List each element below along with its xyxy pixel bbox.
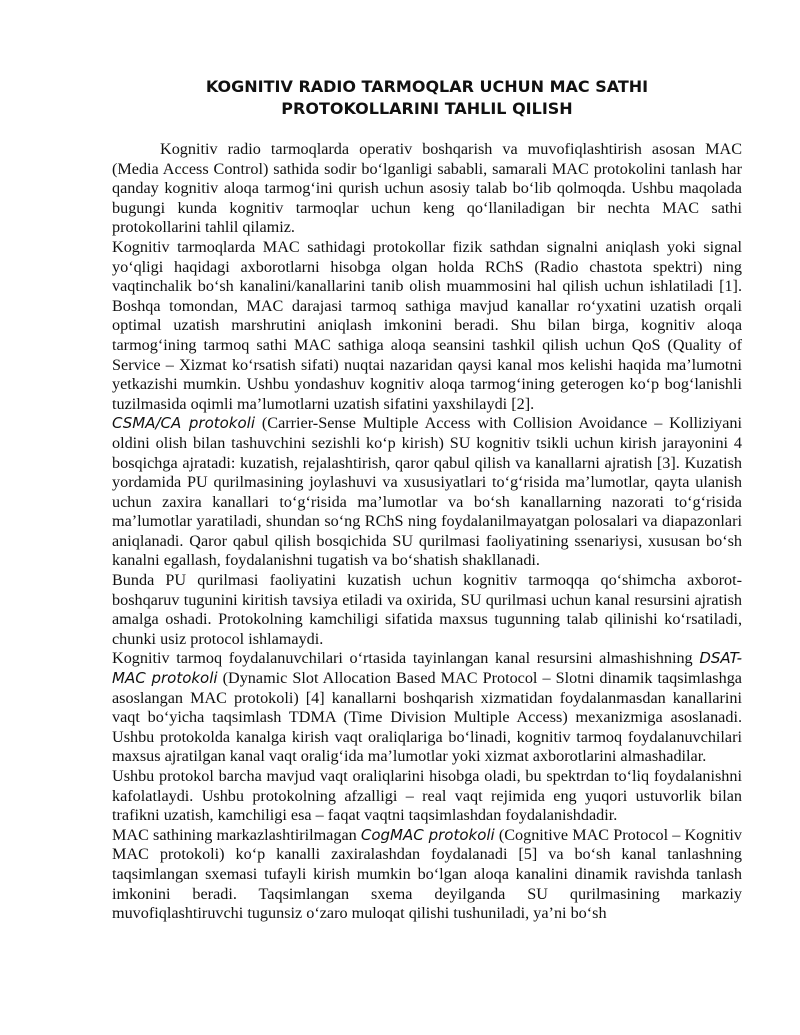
paragraph-csma-ca-text: (Carrier-Sense Multiple Access with Collision Avoidance – Kolliziyani oldini olish bilan tashuvchini sezishli ko‘p kirish) SU kognitiv tsikli uchun kirish jarayonini 4 bosqichga ajratadi: kuzatish, rejalashtirish, qaror qabul qilish va kanallarni ajratish [3]. Kuzatish yordamida PU qurilmasining joylashuvi va xususiyatlari to‘g‘risida ma’lumotlar, qayta ulanish uchun zaxira kanallari to‘g‘risida ma’lumotlar va bo‘sh kanallarning nazorati to‘g‘risida ma’lumotlar yaratiladi, shundan so‘ng RChS ning foydalanilmayatgan polosalari va diapazonlari aniqlanadi. Qaror qabul qilish bosqichida SU qurilmasi faoliyatining ssenariysi, xususan bo‘sh kanalni egallash, foydalanishni tugatish va bo‘shatish shakllanadi. bbox=[112, 414, 743, 570]
document-page bbox=[112, 76, 742, 924]
paragraph-intro: Kognitiv radio tarmoqlarda operativ boshqarish va muvofiqlashtirish asosan MAC (Media Access Control) sathida sodir bo‘lganligi sababli, samarali MAC protokolini tanlash har qanday kognitiv aloqa tarmog‘ini qurish uchun asosiy talab bo‘lib qolmoqda. Ushbu maqolada bugungi kunda kognitiv tarmoqlar uchun keng qo‘llaniladigan bir nechta MAC sathi protokollarini tahlil qilamiz. bbox=[112, 140, 742, 237]
term-csma-ca: CSMA/CA protokoli bbox=[112, 414, 256, 433]
paragraph-dsat-mac-assessment: Ushbu protokol barcha mavjud vaqt oraliqlarini hisobga oladi, bu spektrdan to‘liq foydalanishni kafolatlaydi. Ushbu protokolning afzalligi – real vaqt rejimida eng yuqori ustuvorlik bilan trafikni uzatish, kamchiligi esa – faqat vaqtni taqsimlashdan foydalanishdadir. bbox=[112, 767, 742, 825]
title-line-1: KOGNITIV RADIO TARMOQLAR UCHUN MAC SATHI bbox=[205, 77, 649, 96]
paragraph-cogmac-lead: MAC sathining markazlashtirilmagan bbox=[112, 825, 361, 844]
title-line-2: PROTOKOLLARINI TAHLIL QILISH bbox=[281, 99, 573, 118]
paragraph-dsat-mac bbox=[112, 649, 742, 767]
term-dsat-mac: DSAT-MAC protokoli bbox=[112, 649, 742, 688]
term-cogmac: CogMAC protokoli bbox=[360, 825, 495, 844]
paragraph-csma-ca bbox=[112, 414, 742, 571]
paragraph-dsat-mac-lead: Kognitiv tarmoq foydalanuvchilari o‘rtasida tayinlangan kanal resursini almashishning bbox=[112, 649, 700, 668]
paragraph-dsat-mac-text: (Dynamic Slot Allocation Based MAC Protocol – Slotni dinamik taqsimlashga asoslangan MAC protokoli) [4] kanallarni boshqarish xizmatidan foydalanmasdan kanallarini vaqt bo‘yicha taqsimlash TDMA (Time Division Multiple Access) mexanizmiga asoslanadi. Ushbu protokolda kanalga kirish vaqt oraliqlariga bo‘linadi, kognitiv tarmoq foydalanuvchilari maxsus ajratilgan kanal vaqt oralig‘ida ma’lumotlar yoki xizmat axborotlarini almashadilar. bbox=[112, 669, 742, 766]
paragraph-mac-layer: Kognitiv tarmoqlarda MAC sathidagi protokollar fizik sathdan signalni aniqlash yoki signal yo‘qligi haqidagi axborotlarni hisobga olgan holda RChS (Radio chastota spektri) ning vaqtinchalik bo‘sh kanalini/kanallarini tanib olish muammosini hal qilish uchun ishlatiladi [1]. Boshqa tomondan, MAC darajasi tarmoq sathiga mavjud kanallar ro‘yxatini uzatish orqali optimal uzatish marshrutini aniqlash imkonini beradi. Shu bilan birga, kognitiv aloqa tarmog‘ining tarmoq sathi MAC sathiga aloqa seansini tashkil qilish uchun QoS (Quality of Service – Xizmat ko‘rsatish sifati) nuqtai nazaridan qaysi kanal mos kelishi haqida ma’lumotni yetkazishi mumkin. Ushbu yondashuv kognitiv aloqa tarmog‘ining geterogen ko‘p bog‘lanishli tuzilmasida oqimli ma’lumotlarni uzatish sifatini yaxshilaydi [2]. bbox=[112, 237, 742, 413]
paper-title bbox=[112, 76, 742, 120]
paragraph-cogmac bbox=[112, 826, 742, 924]
paragraph-pu-monitoring: Bunda PU qurilmasi faoliyatini kuzatish uchun kognitiv tarmoqqa qo‘shimcha axborot-boshqaruv tugunini kiritish tavsiya etiladi va oxirida, SU qurilmasi uchun kanal resursini ajratish amalga oshadi. Protokolning kamchiligi sifatida maxsus tugunning talab qilinishi ko‘rsatiladi, chunki usiz protocol ishlamaydi. bbox=[112, 571, 742, 648]
paragraph-cogmac-text: (Cognitive MAC Protocol – Kognitiv MAC protokoli) ko‘p kanalli zaxiralashdan foydalanadi [5] va bo‘sh kanal tanlashning taqsimlangan sxemasi tufayli kirish mumkin bo‘lgan aloqa kanalini dinamik ravishda tanlash imkonini beradi. Taqsimlangan sxema deyilganda SU qurilmasining markaziy muvofiqlashtiruvchi tugunsiz o‘zaro muloqat qilishi tushuniladi, ya’ni bo‘sh bbox=[112, 825, 742, 923]
